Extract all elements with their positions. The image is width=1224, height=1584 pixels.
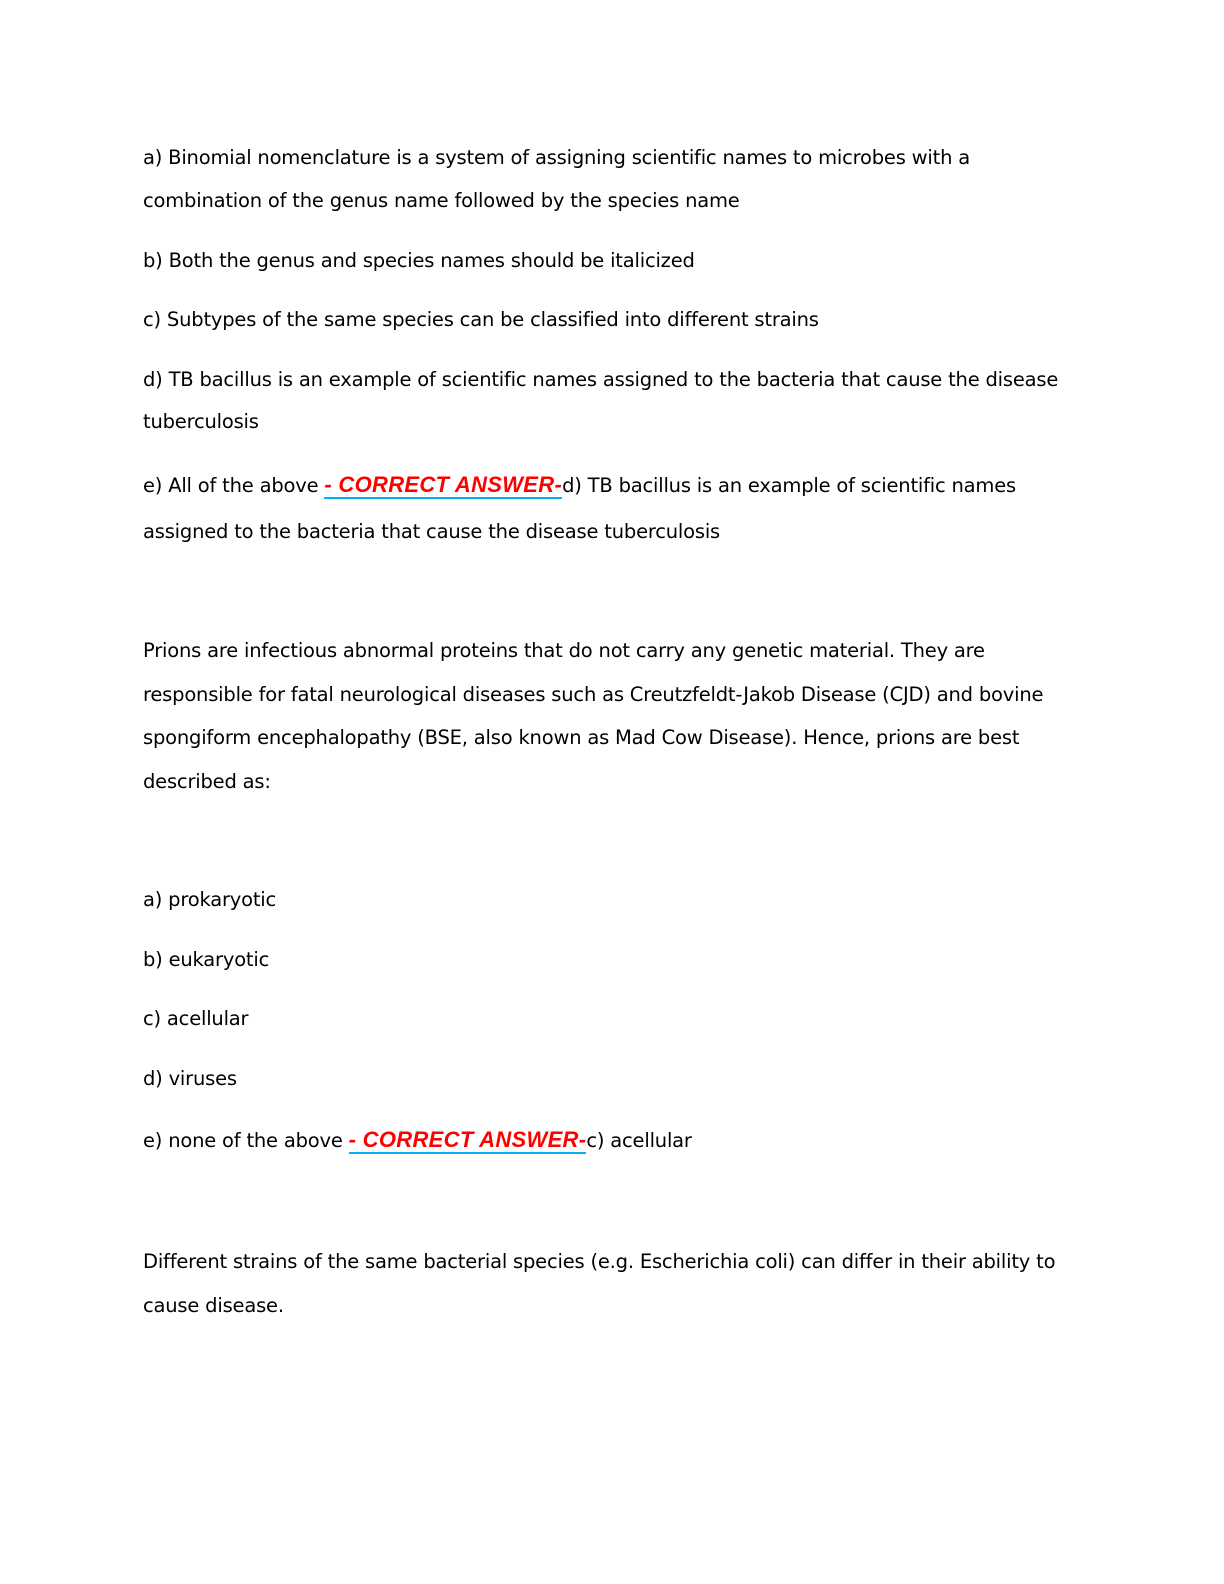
- q1-option-d-line1: d) TB bacillus is an example of scientific names assigned to the bacteria that cause the disease: [143, 368, 1059, 391]
- q3-stem-line1: Different strains of the same bacterial species (e.g. Escherichia coli) can differ in their ability to: [143, 1250, 1056, 1273]
- q1-option-e-prefix: e) All of the above: [143, 474, 319, 497]
- q3-stem-line2: cause disease.: [143, 1294, 284, 1317]
- q2-option-d: d) viruses: [143, 1067, 237, 1090]
- q1-answer-text-line1: d) TB bacillus is an example of scientific names: [562, 474, 1016, 497]
- q2-option-a: a) prokaryotic: [143, 888, 277, 911]
- q1-answer-text-line2: assigned to the bacteria that cause the disease tuberculosis: [143, 520, 721, 543]
- q1-option-c: c) Subtypes of the same species can be classified into different strains: [143, 308, 819, 331]
- q2-stem-line3: spongiform encephalopathy (BSE, also known as Mad Cow Disease). Hence, prions are best: [143, 726, 1020, 749]
- q1-option-a-line1: a) Binomial nomenclature is a system of assigning scientific names to microbes with a: [143, 146, 970, 169]
- q1-option-e-line: [143, 473, 1016, 499]
- q2-correct-answer-tag: - CORRECT ANSWER-: [348, 1127, 587, 1152]
- q2-stem-line4: described as:: [143, 770, 271, 793]
- q2-option-c: c) acellular: [143, 1007, 249, 1030]
- q1-option-b: b) Both the genus and species names should be italicized: [143, 249, 695, 272]
- q2-stem-line2: responsible for fatal neurological diseases such as Creutzfeldt-Jakob Disease (CJD) and bovine: [143, 683, 1044, 706]
- q2-option-b: b) eukaryotic: [143, 948, 270, 971]
- q2-answer-text: c) acellular: [586, 1129, 692, 1152]
- q2-option-e-prefix: e) none of the above: [143, 1129, 343, 1152]
- q2-option-e-line: [143, 1128, 692, 1154]
- q2-stem-line1: Prions are infectious abnormal proteins that do not carry any genetic material. They are: [143, 639, 985, 662]
- q1-correct-answer-tag: - CORRECT ANSWER-: [324, 472, 563, 497]
- q1-option-a-line2: combination of the genus name followed by the species name: [143, 189, 740, 212]
- q1-option-d-line2: tuberculosis: [143, 410, 259, 433]
